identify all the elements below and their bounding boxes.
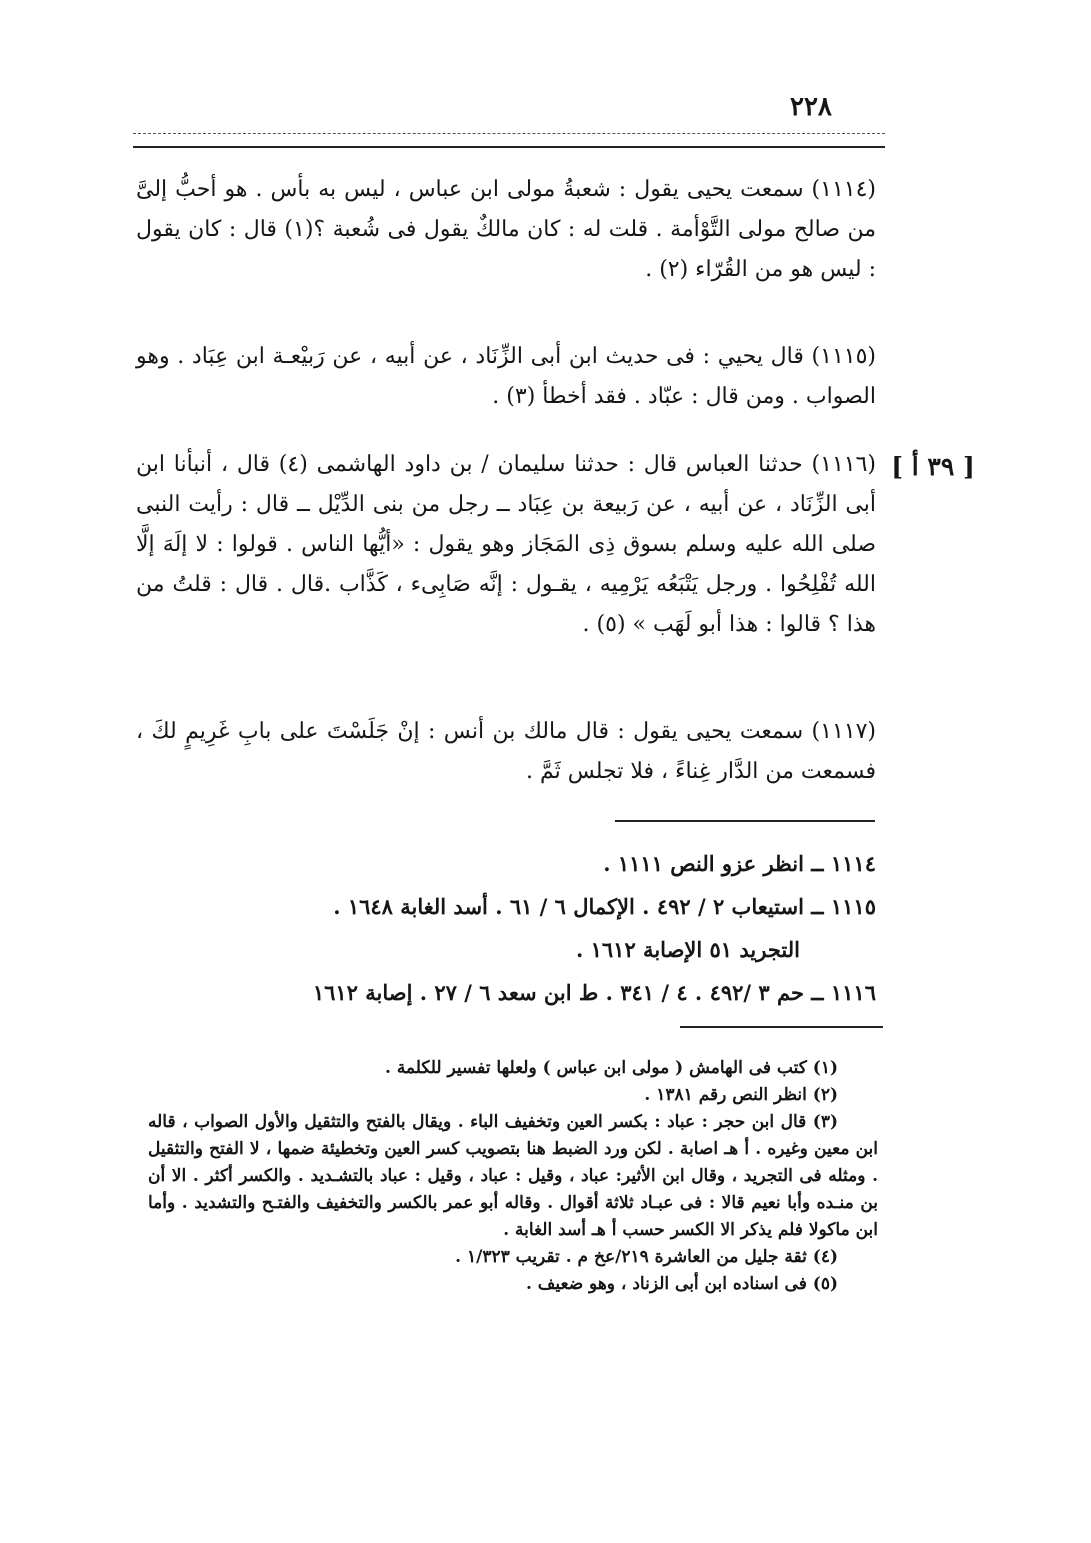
footnotes-block (148, 1055, 878, 1298)
footnote: (١) كتب فى الهامش ( مولى ابن عباس ) ولعلها تفسير للكلمة . (384, 1058, 838, 1078)
header-dotted-rule (133, 133, 885, 134)
header-rule (133, 146, 885, 148)
manuscript-folio-marker: [ ٣٩ أ ] (891, 452, 975, 481)
footnote: (٢) انظر النص رقم ١٣٨١ . (644, 1085, 838, 1105)
footnote: (٣) قال ابن حجر : عباد : بكسر العين وتخفيف الباء . ويقال بالفتح والتثقيل والأول الصواب ، قاله ابن معين وغيره . أ هـ اصابة . لكن ورد الضبط هنا بتصويب كسر العين وتخطيئة ضمها ، لا الفتح والتثقيل . ومثله فى التجريد ، وقال ابن الأثير: عباد ، وقيل : عباد ، وقيل : عباد بالتشـديد . والكسر أكثر . الا أن بن منـده وأبا نعيم قالا : فى عبـاد ثلاثة أقوال . وقاله أبو عمر بالكسر والتخفيف والفتـح والتشديد . وأما ابن ماكولا فلم يذكر الا الكسر حسب أ هـ أسد الغابة . (148, 1112, 878, 1240)
footnote: (٥) فى اسناده ابن أبى الزناد ، وهو ضعيف . (525, 1274, 838, 1294)
footnotes-separator (680, 1026, 883, 1028)
reference-line: التجريد ٥١ الإصابة ١٦١٢ . (576, 937, 800, 962)
reference-line: ١١١٤ ــ انظر عزو النص ١١١١ . (603, 851, 876, 876)
paragraph-text: (١١١٥) قال يحيي : فى حديث ابن أبى الزِّنَاد ، عن أبيه ، عن رَبيْعـة ابن عِبَاد . وهو الصواب . ومن قال : عبّاد . فقد أخطأ (٣) . (136, 344, 876, 409)
paragraph-text: (١١١٧) سمعت يحيى يقول : قال مالك بن أنس : إنْ جَلَسْتَ على بابِ غَرِيمٍ لكَ ، فسمعت من الدَّار غِناءً ، فلا تجلس ثَمَّ . (136, 719, 876, 784)
references-block (150, 842, 876, 1014)
paragraph-1116 (136, 445, 876, 645)
reference-line: ١١١٥ ــ استيعاب ٢ / ٤٩٢ . الإكمال ٦ / ٦١ . أسد الغابة ١٦٤٨ . (333, 894, 876, 919)
paragraph-1115 (136, 337, 876, 417)
paragraph-1117 (136, 712, 876, 792)
paragraph-text: (١١١٤) سمعت يحيى يقول : شعبةُ مولى ابن عباس ، ليس به بأس . هو أحبُّ إلىَّ من صالح مولى التَّوْأمة . قلت له : كان مالكٌ يقول فى شُعبة ؟(١) قال : كان يقول : ليس هو من القُرّاء (٢) . (136, 177, 877, 282)
references-separator (615, 820, 875, 822)
paragraph-text: (١١١٦) حدثنا العباس قال : حدثنا سليمان / بن داود الهاشمى (٤) قال ، أنبأنا ابن أبى الزِّنَاد ، عن أبيه ، عن رَبيعة بن عِبَاد ــ رجل من بنى الدِّيْل ــ قال : رأيت النبى صلى الله عليه وسلم بسوق ذِى المَجَاز وهو يقول : «أيُّها الناس . قولوا : لا إلَهَ إلَّا الله تُفْلِحُوا . ورجل يَتْبَعُه يَرْمِيه ، يقـول : إنَّه صَابِىء ، كَذَّاب .قال . قال : قلتُ من هذا ؟ قالوا : هذا أبو لَهَب » (٥) . (136, 452, 876, 637)
footnote: (٤) ثقة جليل من العاشرة ٢١٩/عخ م . تقريب ١/٣٢٣ . (455, 1247, 838, 1267)
page-number: ٢٢٨ (790, 92, 832, 122)
paragraph-1114 (136, 170, 876, 290)
reference-line: ١١١٦ ــ حم ٣ /٤٩٢ . ٤ / ٣٤١ . ط ابن سعد ٦ / ٢٧ . إصابة ١٦١٢ (312, 980, 876, 1005)
